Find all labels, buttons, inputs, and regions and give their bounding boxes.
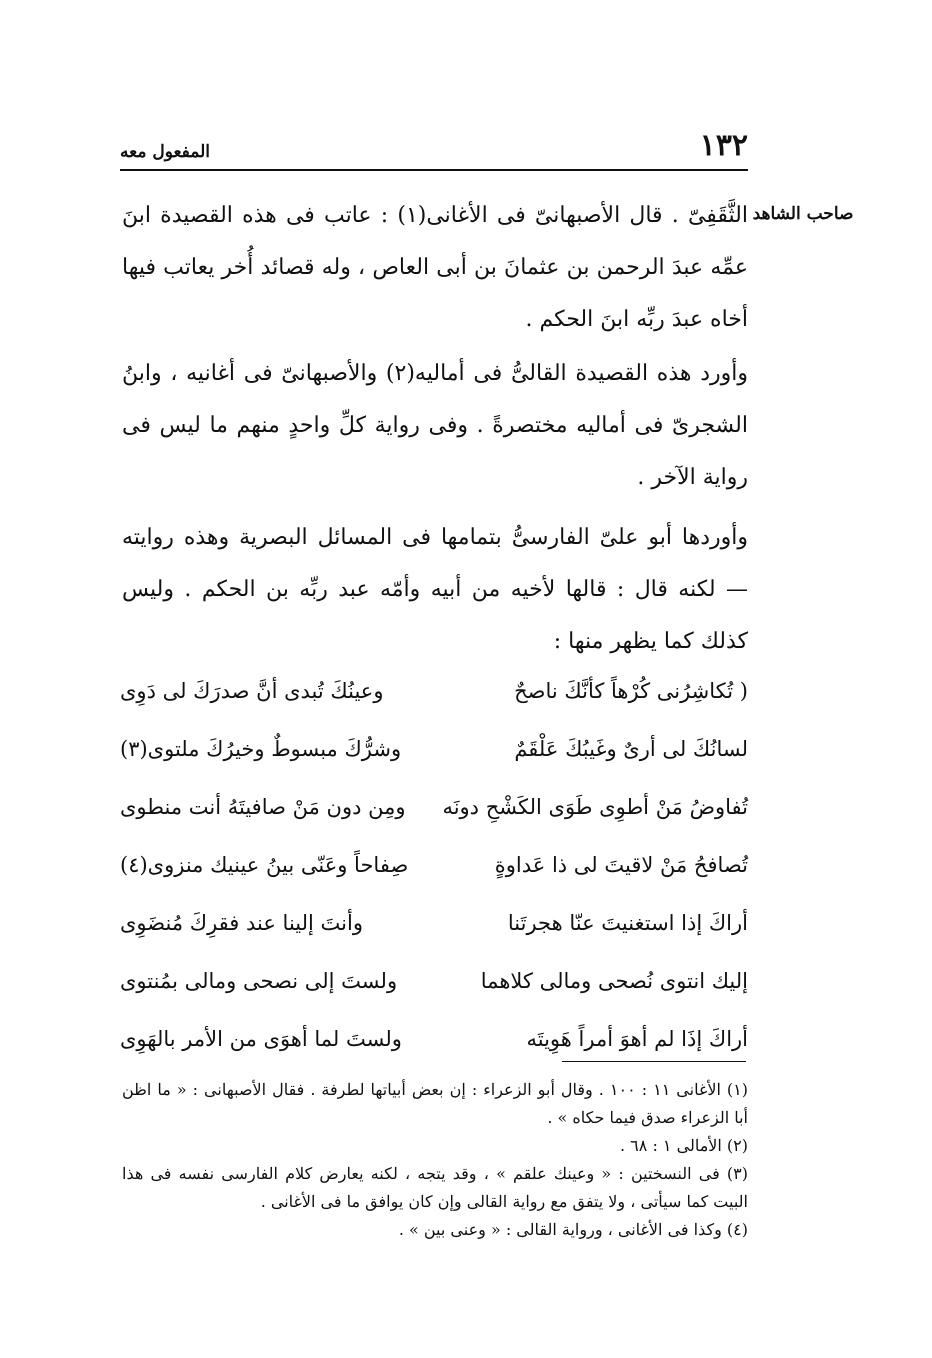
footnote-rule bbox=[562, 1061, 746, 1062]
poem-second-hemistich: وعينُكَ تُبدى أنَّ صدرَكَ لى دَوِى bbox=[120, 679, 384, 703]
footnote-2: (٢) الأمالى ١ : ٦٨ . bbox=[620, 1136, 748, 1155]
poem-first-hemistich: تُصافحُ مَنْ لاقيتَ لى ذا عَداوةٍ bbox=[494, 853, 748, 877]
poem-line bbox=[120, 836, 748, 894]
poem bbox=[120, 662, 748, 1068]
margin-note: صاحب الشاهد bbox=[752, 204, 854, 224]
poem-line bbox=[120, 778, 748, 836]
poem-line bbox=[120, 1010, 748, 1068]
poem-first-hemistich: تُفاوضُ مَنْ أطوِى طَوَى الكَشْحِ دونَه bbox=[442, 795, 748, 819]
poem-first-hemistich: لسانُكَ لى أرىٌ وغَيبُكَ عَلْقَمٌ bbox=[514, 737, 748, 761]
poem-first-hemistich: ( تُكاشِرُنى كُرْهاً كأنَّكَ ناصحٌ bbox=[514, 679, 748, 703]
poem-second-hemistich: ولستَ لما أهوَى من الأمر بالهَوِى bbox=[120, 1027, 402, 1051]
poem-second-hemistich: وشرُّكَ مبسوطٌ وخيرُكَ ملتوى(٣) bbox=[120, 737, 402, 761]
paragraph-3: وأوردها أبو علىّ الفارسىُّ بتمامها فى المسائل البصرية وهذه روايته — لكنه قال : قالها لأخيه من أبيه وأمّه عبد ربِّه بن الحكم . وليس كذلك كما يظهر منها : bbox=[122, 525, 748, 654]
footnote-4: (٤) وكذا فى الأغانى ، ورواية القالى : « وعنى بين » . bbox=[398, 1220, 748, 1239]
poem-first-hemistich: أراكَ إذا استغنيتَ عنّا هجرتَنا bbox=[507, 911, 748, 935]
poem-line bbox=[120, 894, 748, 952]
poem-line bbox=[120, 952, 748, 1010]
paragraph-2: وأورد هذه القصيدة القالىُّ فى أماليه(٢) والأصبهانىّ فى أغانيه ، وابنُ الشجرىّ فى أماليه مختصرةً . وفى رواية كلِّ واحدٍ منهم ما ليس فى رواية الآخر . bbox=[122, 361, 748, 490]
page-header bbox=[120, 128, 748, 164]
footnote-1: (١) الأغانى ١١ : ١٠٠ . وقال أبو الزعراء : إن بعض أبياتها لطرفة . فقال الأصبهانى : « ما اظن أبا الزعراء صدق فيما حكاه » . bbox=[122, 1080, 749, 1127]
poem-second-hemistich: وأنتَ إلينا عند فقرِكَ مُنضَوِى bbox=[120, 911, 363, 935]
page-number: ١٣٢ bbox=[699, 128, 748, 163]
header-rule bbox=[120, 169, 748, 171]
poem-line bbox=[120, 720, 748, 778]
poem-second-hemistich: صِفاحاً وعَنّى بينُ عينيك منزوى(٤) bbox=[120, 853, 409, 877]
poem-first-hemistich: إليك انتوى نُصحى ومالى كلاهما bbox=[480, 969, 748, 993]
paragraph-1: الثَّقَفِىّ . قال الأصبهانىّ فى الأغانى(١) : عاتب فى هذه القصيدة ابنَ عمِّه عبدَ الرحمن بن عثمانَ بن أبى العاص ، وله قصائد أُخر يعاتب فيها أخاه عبدَ ربِّه ابنَ الحكم . bbox=[122, 203, 748, 332]
footnotes bbox=[122, 1076, 748, 1244]
poem-line bbox=[120, 662, 748, 720]
running-title: المفعول معه bbox=[120, 142, 211, 162]
poem-second-hemistich: ومِن دون مَنْ صافيتَهُ أنت منطوى bbox=[120, 795, 406, 819]
poem-first-hemistich: أراكَ إذَا لم أهوَ أمراً هَوِيتَه bbox=[526, 1027, 748, 1051]
footnote-3: (٣) فى النسختين : « وعينك علقم » ، وقد يتجه ، لكنه يعارض كلام الفارسى نفسه فى هذا البيت كما سيأتى ، ولا يتفق مع رواية القالى وإن كان يوافق ما فى الأغانى . bbox=[122, 1164, 748, 1211]
poem-second-hemistich: ولستَ إلى نصحى ومالى بمُنتوى bbox=[120, 969, 398, 993]
